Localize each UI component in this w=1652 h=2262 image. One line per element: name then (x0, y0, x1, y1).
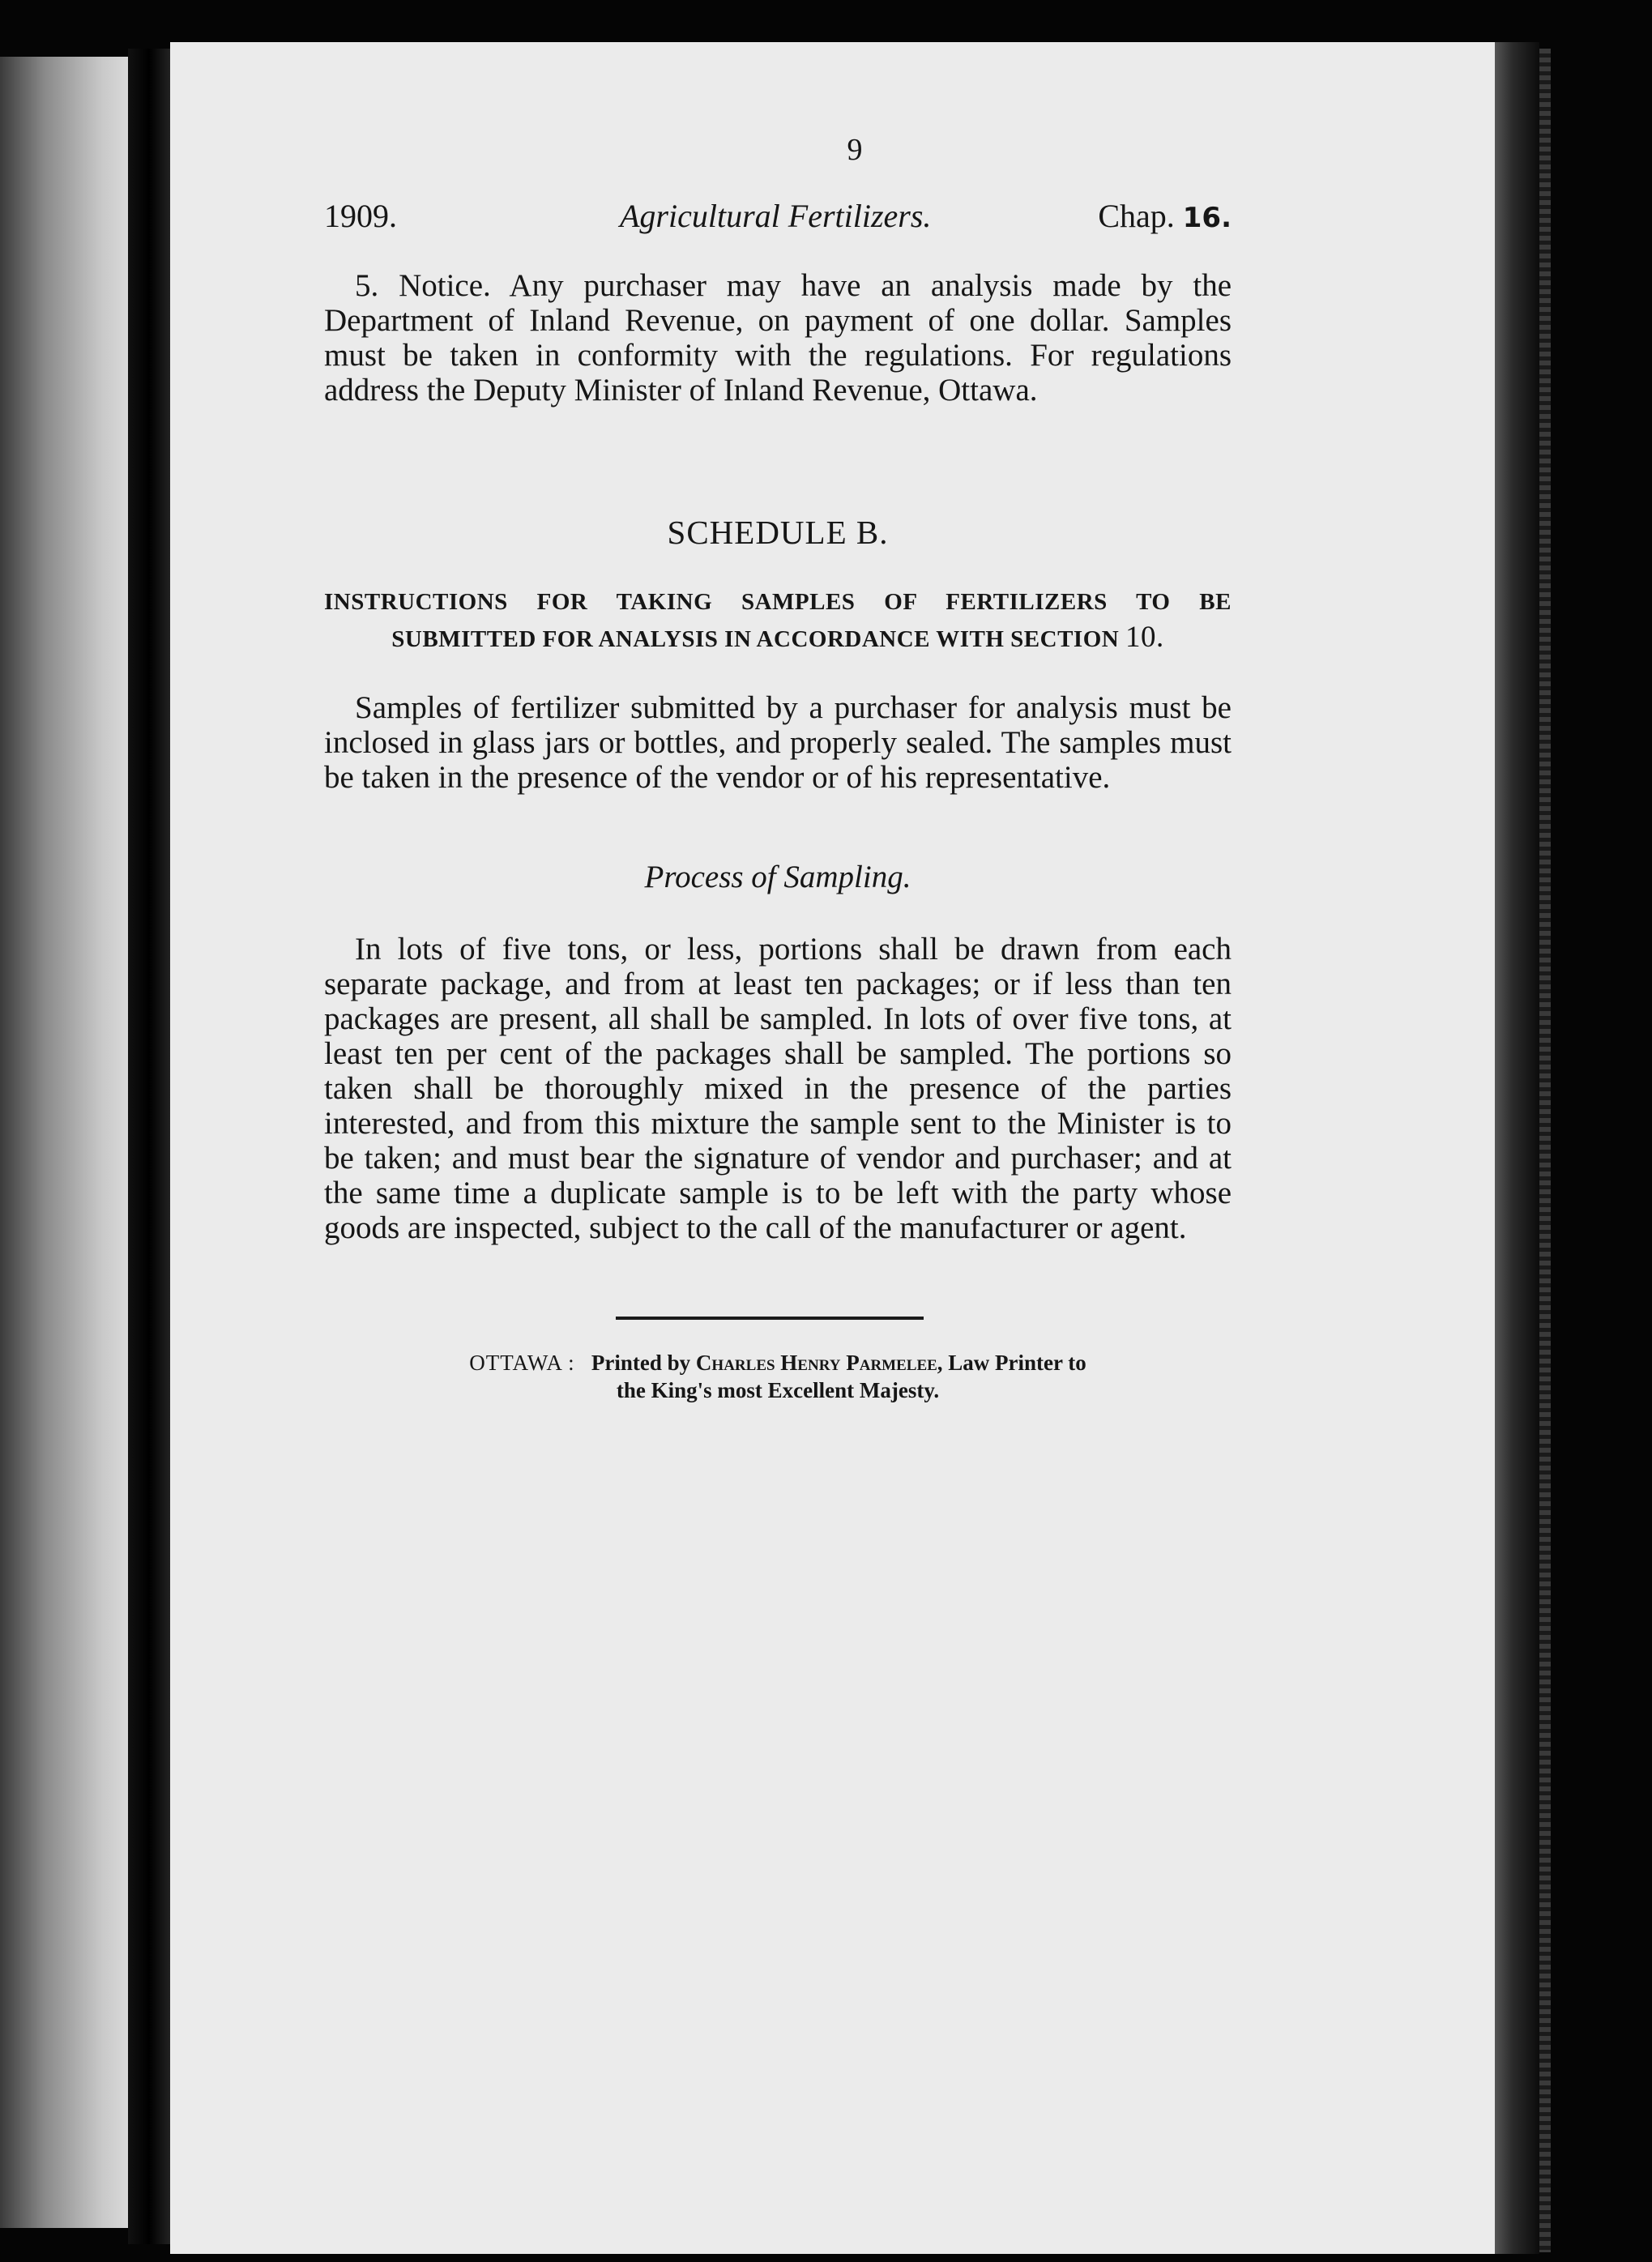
imprint-printer-name: Charles Henry Parmelee, (695, 1351, 943, 1375)
samples-paragraph: Samples of fertilizer submitted by a purchaser for analysis must be inclosed in glass jars or bottles, and properly sealed. The samples must be taken in the presence of the vendor or of his representative. (324, 690, 1232, 795)
book-gutter (128, 49, 170, 2244)
footer-rule (616, 1317, 924, 1320)
instructions-line-2 (324, 620, 1232, 657)
instructions-line-2-text: SUBMITTED FOR ANALYSIS IN ACCORDANCE WITH SECTION (391, 626, 1120, 652)
imprint-city: OTTAWA : (469, 1351, 575, 1375)
running-head-title: Agricultural Fertilizers. (620, 198, 932, 234)
imprint-title: Law Printer to (948, 1351, 1086, 1375)
page-number: 9 (847, 133, 863, 167)
page-stack-edge (1539, 49, 1551, 2252)
chapter-prefix: Chap. (1098, 198, 1175, 234)
imprint-line-2: the King's most Excellent Majesty. (616, 1378, 940, 1402)
instructions-heading (324, 585, 1232, 657)
instructions-line-1: INSTRUCTIONS FOR TAKING SAMPLES OF FERTILIZERS TO BE (324, 589, 1232, 615)
chapter-number: 16. (1182, 202, 1232, 234)
notice-paragraph: 5. Notice. Any purchaser may have an analysis made by the Department of Inland Revenue, on payment of one dollar. Samples must be taken in conformity with the regulations. For regulations address the Deputy Minister of Inland Revenue, Ottawa. (324, 268, 1232, 408)
running-head (324, 197, 1232, 237)
facing-page-edge (0, 57, 128, 2228)
imprint-printed-by: Printed by (591, 1351, 691, 1375)
imprint-line-1 (324, 1349, 1232, 1376)
running-head-year: 1909. (324, 198, 397, 234)
schedule-title: SCHEDULE B. (667, 514, 889, 551)
process-heading: Process of Sampling. (644, 860, 911, 894)
process-paragraph: In lots of five tons, or less, portions shall be drawn from each separate package, and from at least ten packages; or if less than ten packages are present, all shall be sampled. In lots of over five tons, at least ten per cent of the packages shall be sampled. The portions so taken shall be thoroughly mixed in the presence of the parties interested, and from this mixture the sample sent to the Minister is to be taken; and must bear the signature of vendor and purchaser; and at the same time a duplicate sample is to be left with the party whose goods are inspected, subject to the call of the manufacturer or agent. (324, 932, 1232, 1245)
section-number: 10. (1125, 621, 1164, 654)
running-head-chapter (1098, 197, 1232, 235)
printer-imprint (324, 1349, 1232, 1404)
page-edge-shadow (1495, 42, 1539, 2254)
